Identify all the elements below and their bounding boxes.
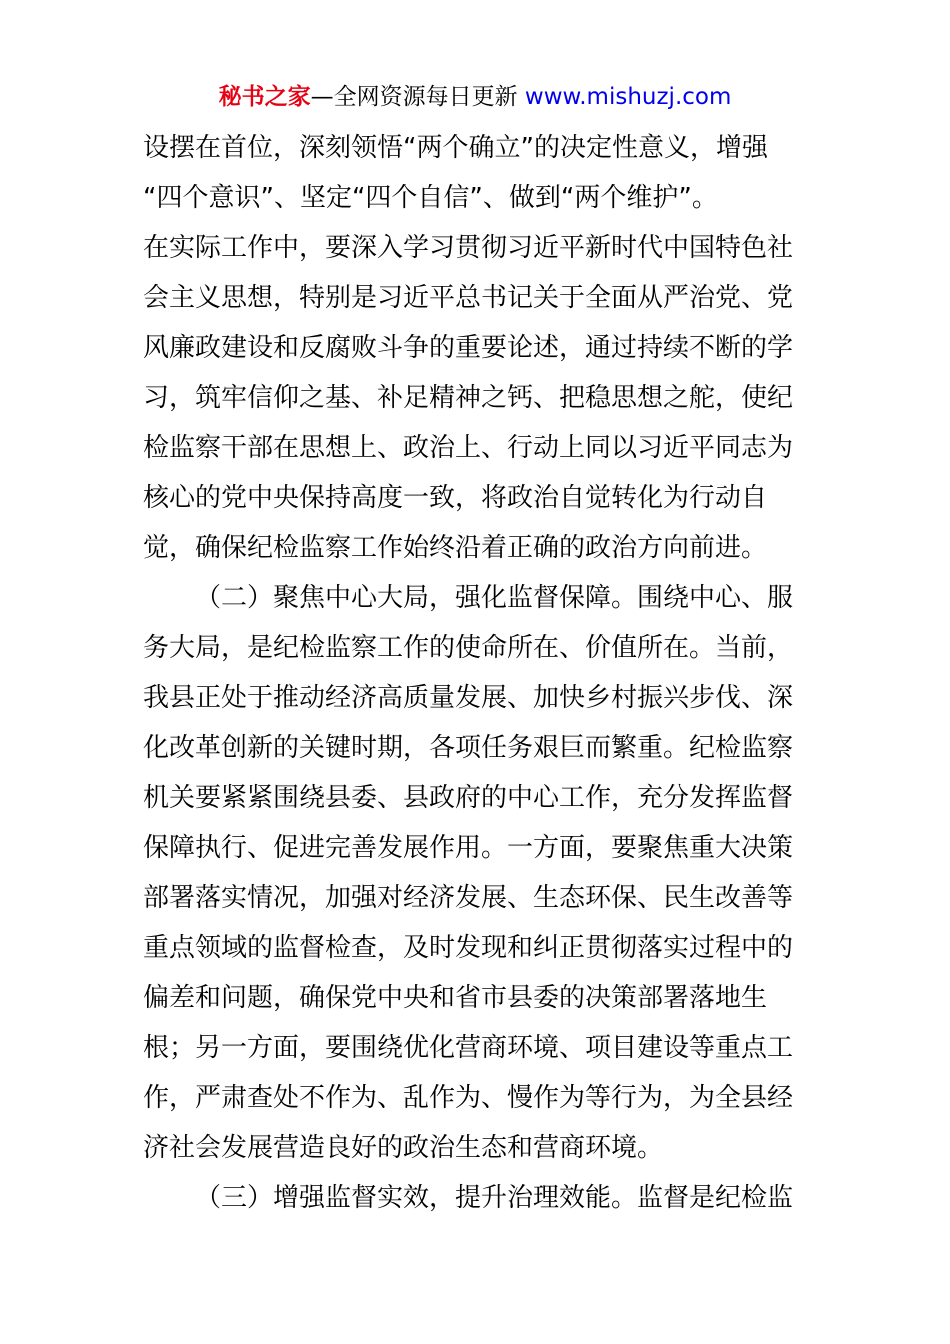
text-line: 会主义思想，特别是习近平总书记关于全面从严治党、党 [143, 283, 794, 313]
text-line: 作，严肃查处不作为、乱作为、慢作为等行为，为全县经 [143, 1083, 794, 1113]
text-line: 我县正处于推动经济高质量发展、加快乡村振兴步伐、深 [143, 683, 794, 713]
text-line: 济社会发展营造良好的政治生态和营商环境。 [143, 1133, 664, 1163]
text-line: 保障执行、促进完善发展作用。一方面，要聚焦重大决策 [143, 833, 794, 863]
text-line: 重点领域的监督检查，及时发现和纠正贯彻落实过程中的 [143, 933, 794, 963]
text-line: 觉，确保纪检监察工作始终沿着正确的政治方向前进。 [143, 533, 768, 563]
text-line: 根；另一方面，要围绕优化营商环境、项目建设等重点工 [143, 1033, 794, 1063]
text-line: 在实际工作中，要深入学习贯彻习近平新时代中国特色社 [143, 233, 794, 263]
text-line: 偏差和问题，确保党中央和省市县委的决策部署落地生 [143, 983, 768, 1013]
text-line: （三）增强监督实效，提升治理效能。监督是纪检监 [195, 1183, 794, 1213]
header-tagline: —全网资源每日更新 [310, 84, 525, 110]
text-line: 机关要紧紧围绕县委、县政府的中心工作，充分发挥监督 [143, 783, 794, 813]
site-link[interactable]: www.mishuzj.com [524, 84, 732, 110]
text-line: 务大局，是纪检监察工作的使命所在、价值所在。当前， [143, 633, 794, 663]
text-line: 检监察干部在思想上、政治上、行动上同以习近平同志为 [143, 433, 794, 463]
document-body [143, 123, 807, 1223]
brand-name: 秘书之家 [218, 84, 311, 110]
text-line: 设摆在首位，深刻领悟“两个确立”的决定性意义，增强 [143, 133, 768, 163]
text-line: 化改革创新的关键时期，各项任务艰巨而繁重。纪检监察 [143, 733, 794, 763]
text-line: 习，筑牢信仰之基、补足精神之钙、把稳思想之舵，使纪 [143, 383, 794, 413]
text-line: 风廉政建设和反腐败斗争的重要论述，通过持续不断的学 [143, 333, 794, 363]
text-line: “四个意识”、坚定“四个自信”、做到“两个维护”。 [143, 183, 718, 213]
text-line: 核心的党中央保持高度一致，将政治自觉转化为行动自 [143, 483, 768, 513]
text-line: 部署落实情况，加强对经济发展、生态环保、民生改善等 [143, 883, 794, 913]
page-header [0, 80, 950, 114]
text-line: （二）聚焦中心大局，强化监督保障。围绕中心、服 [195, 583, 794, 613]
